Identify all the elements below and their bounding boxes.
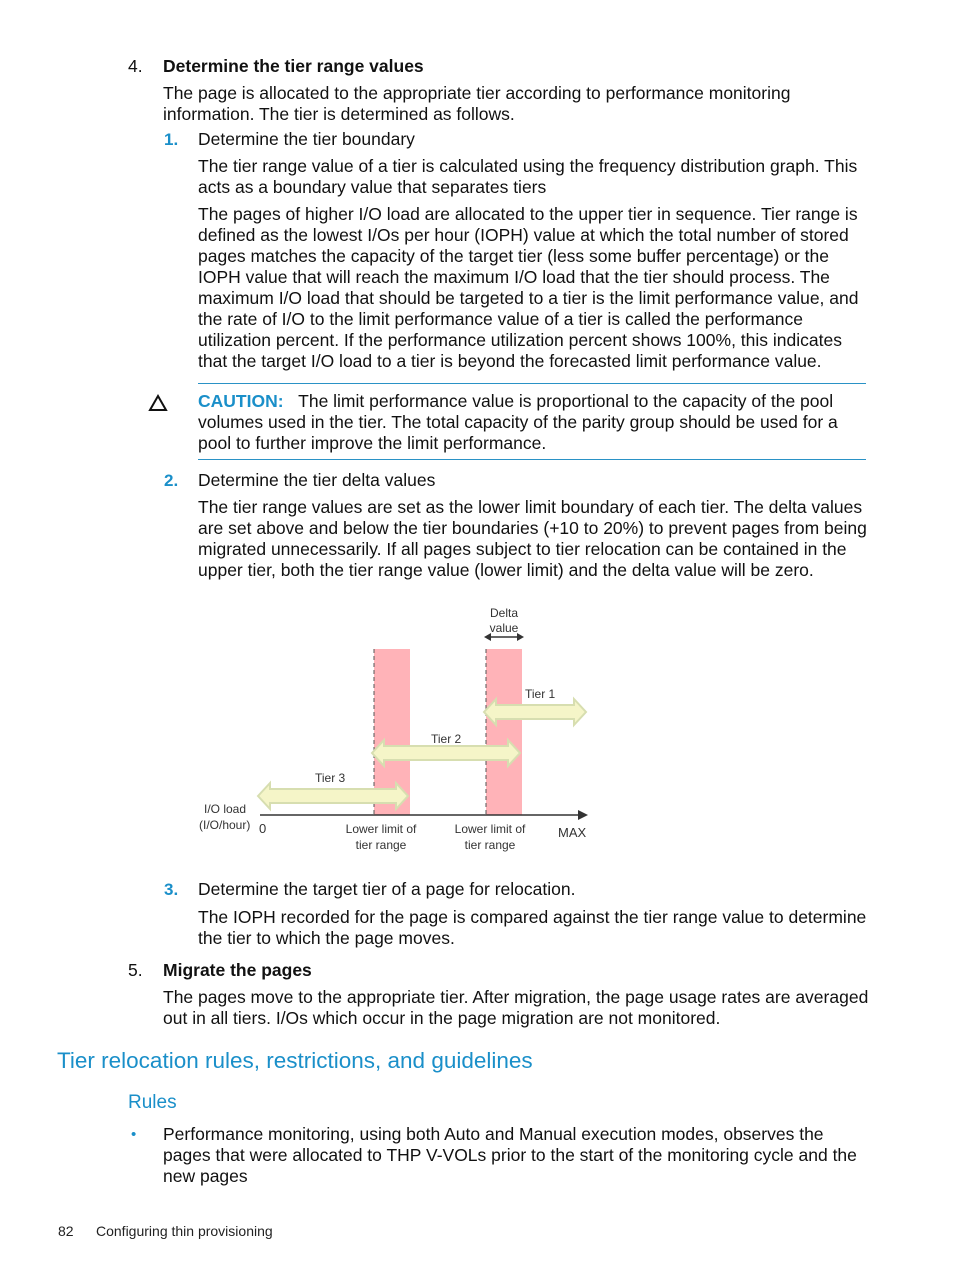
- step-5-number: 5.: [128, 960, 143, 980]
- step-5-title: Migrate the pages: [163, 960, 312, 980]
- step-4-number: 4.: [128, 56, 143, 76]
- lower-limit-2-line-2: tier range: [464, 838, 516, 852]
- substep-2-title: Determine the tier delta values: [198, 470, 436, 490]
- substep-1-para-1: The tier range value of a tier is calculated using the frequency distribution graph. This acts as a boundary value that separates tiers: [198, 156, 858, 197]
- substep-2-para: The tier range values are set as the lower limit boundary of each tier. The delta values are set above and below the tier boundaries (+10 to 20%) to prevent pages from being migrated unnecessarily. If all pages subject to tier relocation can be contained in the upper tier, both the tier range value (lower limit) and the delta value will be zero.: [198, 497, 867, 580]
- step-4-title: Determine the tier range values: [163, 56, 424, 76]
- caution-bottom-rule: [198, 459, 866, 460]
- axis-arrow-icon: [578, 810, 588, 820]
- substep-1-title: Determine the tier boundary: [198, 129, 415, 149]
- section-subheading-rules: Rules: [128, 1092, 177, 1113]
- step-5-para: The pages move to the appropriate tier. After migration, the page usage rates are averaged out in all tiers. I/Os which occur in the page migration are not monitored.: [163, 987, 869, 1028]
- footer-chapter-title: Configuring thin provisioning: [96, 1223, 273, 1239]
- substep-3-title: Determine the target tier of a page for relocation.: [198, 879, 576, 899]
- delta-label-line-1: Delta: [489, 606, 519, 620]
- axis-label-line-1: I/O load: [204, 802, 247, 816]
- section-heading: Tier relocation rules, restrictions, and guidelines: [57, 1048, 533, 1073]
- footer-page-number: 82: [58, 1223, 74, 1239]
- tier-2-label: Tier 2: [431, 732, 462, 746]
- lower-limit-1-line-1: Lower limit of: [345, 822, 417, 836]
- caution-block: [198, 391, 872, 454]
- axis-max-label: MAX: [558, 825, 587, 840]
- tier-range-band-upper: [486, 649, 522, 815]
- step-4-intro: The page is allocated to the appropriate tier according to performance monitoring information. The tier is determined as follows.: [163, 83, 791, 124]
- bullet-dot-icon: •: [131, 1126, 137, 1143]
- tier-range-diagram: [190, 596, 610, 866]
- caution-top-rule: [198, 383, 866, 384]
- delta-label-line-2: value: [489, 621, 519, 635]
- axis-zero-label: 0: [259, 821, 267, 836]
- rules-bullet-1: Performance monitoring, using both Auto and Manual execution modes, observes the pages that were allocated to THP V-VOLs prior to the start of the monitoring cycle and the new pages: [163, 1124, 857, 1186]
- caution-text: The limit performance value is proportional to the capacity of the pool volumes used in the tier. The total capacity of the parity group should be used for a pool to further improve the limit performance.: [198, 391, 838, 453]
- axis-label-line-2: (I/O/hour): [199, 818, 251, 832]
- caution-triangle-icon: [148, 394, 168, 412]
- substep-1-number: 1.: [164, 130, 179, 149]
- substep-3-para: The IOPH recorded for the page is compared against the tier range value to determine the tier to which the page moves.: [198, 907, 867, 948]
- substep-3-number: 3.: [164, 880, 179, 899]
- caution-label: CAUTION:: [198, 391, 284, 411]
- lower-limit-2-line-1: Lower limit of: [454, 822, 526, 836]
- tier-1-label: Tier 1: [525, 687, 556, 701]
- substep-2-number: 2.: [164, 471, 179, 490]
- lower-limit-1-line-2: tier range: [355, 838, 407, 852]
- substep-1-para-2: The pages of higher I/O load are allocated to the upper tier in sequence. Tier range is defined as the lowest I/Os per hour (IOPH) value at which the total number of stored pages matches the capacity of the target tier (less some buffer percentage) or the IOPH value that will reach the maximum I/O load that the tier should process. The maximum I/O load that should be targeted to a tier is the limit performance value, and the rate of I/O to the limit performance value of a tier is called the performance utilization percent. If the performance utilization percent shows 100%, this indicates that the target I/O load to a tier is beyond the forecasted limit performance value.: [198, 204, 859, 371]
- tier-3-label: Tier 3: [315, 771, 346, 785]
